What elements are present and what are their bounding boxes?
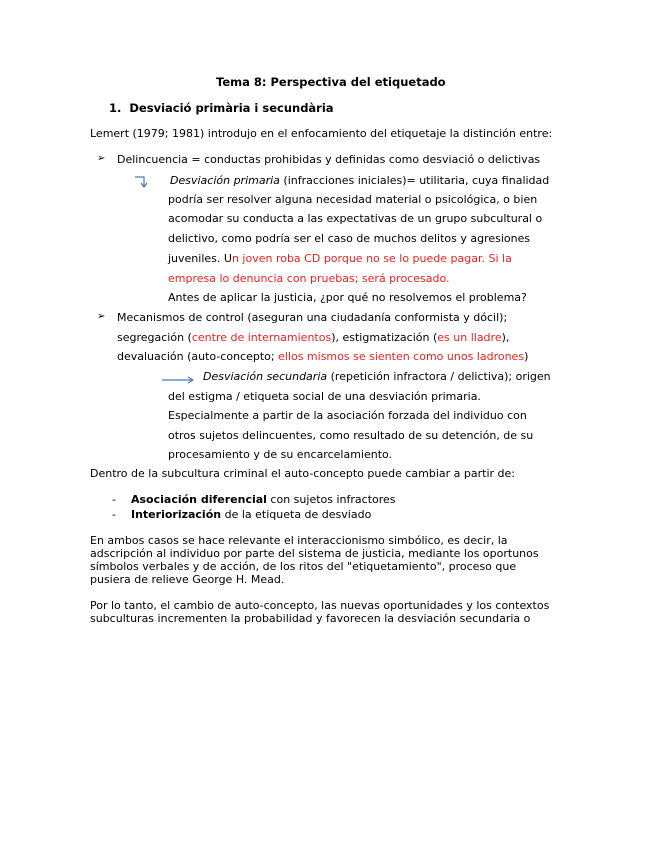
secundaria-line-2: del estigma / etiqueta social de una desviación primaria.: [168, 390, 481, 403]
right-arrow-icon: [162, 376, 196, 384]
paragraph-line: adscripción al individuo por parte del sistema de justicia, mediante los oportunos: [90, 547, 539, 560]
mecanismos-line-1: Mecanismos de control (aseguran una ciudadanía conformista y dócil);: [117, 311, 508, 324]
primaria-line-3: acomodar su conducta a las expectativas de un grupo subcultural o: [168, 212, 543, 225]
bent-arrow-icon: [134, 175, 154, 189]
arrow-bullet-icon: ➢: [97, 153, 106, 164]
arrow-bullet-icon: ➢: [97, 311, 106, 322]
paragraph-line: Por lo tanto, el cambio de auto-concepto, las nuevas oportunidades y los contextos: [90, 599, 550, 612]
section-heading: [109, 101, 334, 115]
primaria-line-6: empresa lo denuncia con pruebas; será procesado.: [168, 272, 450, 285]
bullet-delincuencia: Delincuencia = conductas prohibidas y definidas como desviació o delictivas: [117, 153, 541, 166]
primaria-line-4: delictivo, como podría ser el caso de muchos delitos y agresiones: [168, 232, 531, 245]
paragraph-line: pusiera de relieve George H. Mead.: [90, 573, 285, 586]
dash-item-interiorizacion: Interiorización de la etiqueta de desviado: [131, 508, 372, 521]
primaria-line-7: Antes de aplicar la justicia, ¿por qué no resolvemos el problema?: [168, 291, 527, 304]
paragraph-line: símbolos verbales y de acción, de los ritos del "etiquetamiento", proceso que: [90, 560, 517, 573]
document-title: Tema 8: Perspectiva del etiquetado: [216, 75, 446, 89]
secundaria-term: Desviación secundaria: [203, 370, 328, 383]
intro-text: Lemert (1979; 1981) introdujo en el enfocamiento del etiquetaje la distinción entre:: [90, 127, 553, 140]
secundaria-line-3: Especialmente a partir de la asociación forzada del individuo con: [168, 409, 527, 422]
dash-marker: -: [112, 493, 116, 506]
mecanismos-line-2: segregación (centre de internamientos), estigmatización (es un lladre),: [117, 331, 510, 344]
mecanismos-line-3: devaluación (auto-concepto; ellos mismos se sienten como unos ladrones): [117, 350, 529, 363]
primaria-term: Desviación primaria: [170, 174, 280, 187]
section-number: 1.: [109, 101, 122, 115]
paragraph-line: En ambos casos se hace relevante el interaccionismo simbólico, es decir, la: [90, 534, 508, 547]
dash-marker: -: [112, 508, 116, 521]
secundaria-line-1: Desviación secundaria (repetición infractora / delictiva); origen: [203, 370, 551, 383]
primaria-line-5: juveniles. Un joven roba CD porque no se lo puede pagar. Si la: [168, 252, 512, 265]
primaria-line-1: Desviación primaria (infracciones iniciales)= utilitaria, cuya finalidad: [170, 174, 550, 187]
secundaria-line-5: procesamiento y de su encarcelamiento.: [168, 448, 393, 461]
dash-item-asociacion: Asociación diferencial con sujetos infractores: [131, 493, 396, 506]
primaria-line-2: podría ser resolver alguna necesidad material o psicológica, o bien: [168, 193, 538, 206]
secundaria-line-4: otros sujetos delincuentes, como resultado de su detención, de su: [168, 429, 534, 442]
section-label: Desviació primària i secundària: [129, 101, 334, 115]
subcultura-text: Dentro de la subcultura criminal el auto-concepto puede cambiar a partir de:: [90, 467, 515, 480]
paragraph-line: subculturas incrementen la probabilidad y favorecen la desviación secundaria o: [90, 612, 531, 625]
